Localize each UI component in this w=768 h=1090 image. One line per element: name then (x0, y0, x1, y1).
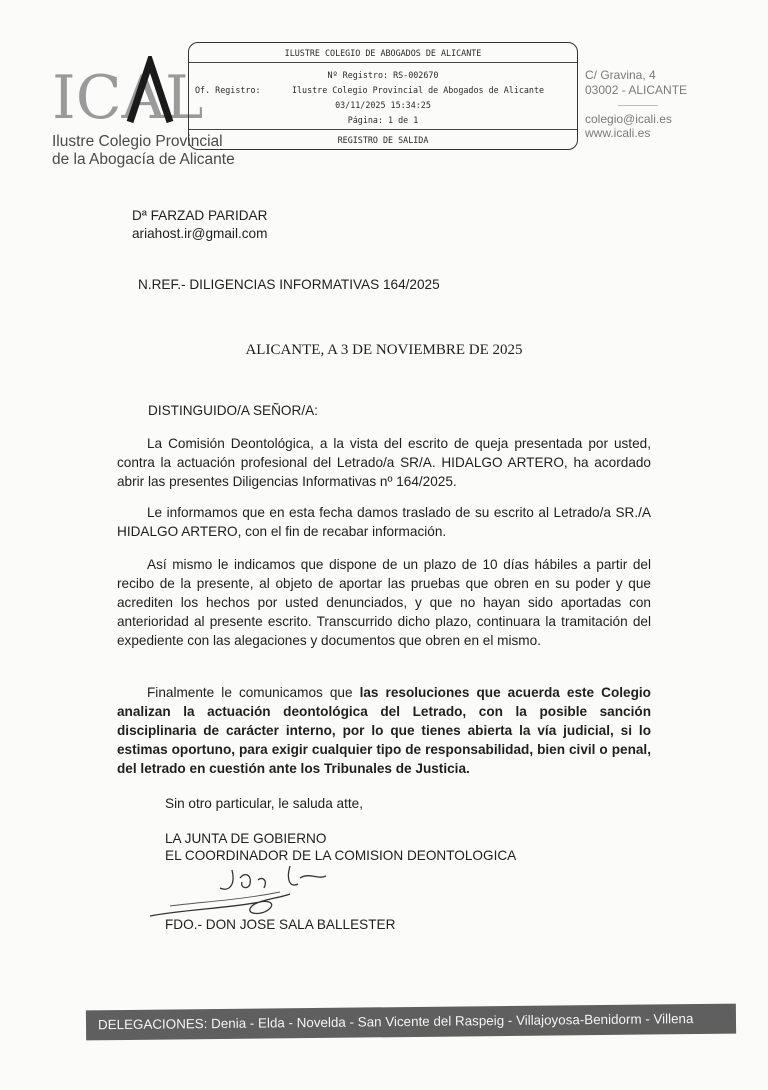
contact-website: www.icali.es (585, 126, 651, 140)
recipient-email: ariahost.ir@gmail.com (132, 226, 268, 241)
paragraph-1: La Comisión Deontológica, a la vista del escrito de queja presentada por usted, contra la actuación profesional del Letrado/a SR/A. HIDALGO ARTERO, ha acordado abrir las presentes Diligencias Informativas nº 164/2025. (117, 436, 651, 489)
logo-text: ICAL (52, 63, 202, 128)
contact-email: colegio@icali.es (585, 112, 672, 126)
stamp-datetime: 03/11/2025 15:34:25 (335, 100, 431, 110)
stamp-office-value: Ilustre Colegio Provincial de Abogados de Alicante (291, 85, 545, 95)
signature-line1: LA JUNTA DE GOBIERNO (165, 831, 327, 846)
paragraph-4-bold: las resoluciones que acuerda este Colegio analizan la actuación deontológica del Letrado, con la posible sanción disciplinaria de carácter interno, por lo que tienes abierta la vía judicial, si lo estimas oportuno, para exigir cualquier tipo de responsabilidad, bien civil o penal, del letrado en cuestión ante los Tribunales de Justicia. (117, 685, 651, 776)
paragraph-2: Le informamos que en esta fecha damos traslado de su escrito al Letrado/a SR./A HIDALGO ARTERO, con el fin de recabar información. (117, 505, 651, 539)
reference-line: N.REF.- DILIGENCIAS INFORMATIVAS 164/2025 (138, 277, 440, 292)
closing-line: Sin otro particular, le saluda atte, (165, 796, 363, 811)
salutation: DISTINGUIDO/A SEÑOR/A: (148, 403, 318, 418)
address-street: C/ Gravina, 4 (585, 68, 656, 82)
stamp-top-rule (189, 62, 577, 63)
signature-fdo: FDO.- DON JOSE SALA BALLESTER (165, 917, 396, 932)
paragraph-4 (117, 683, 651, 778)
recipient-name: Dª FARZAD PARIDAR (132, 208, 268, 223)
stamp-office-label: Of. Registro: (195, 85, 261, 95)
paragraph-4-intro: Finalmente le comunicamos que (147, 685, 360, 700)
org-name-line2: de la Abogacía de Alicante (52, 151, 235, 168)
stamp-registro: Nº Registro: RS-002670 (327, 70, 439, 80)
logo-graphic (52, 56, 202, 128)
stamp-footer: REGISTRO DE SALIDA (337, 135, 429, 145)
address-city: 03002 - ALICANTE (585, 83, 688, 97)
stamp-title: ILUSTRE COLEGIO DE ABOGADOS DE ALICANTE (284, 48, 482, 58)
signature-line2: EL COORDINADOR DE LA COMISION DEONTOLOGICA (165, 848, 517, 863)
registration-stamp (188, 42, 578, 150)
date-line: ALICANTE, A 3 DE NOVIEMBRE DE 2025 (245, 342, 523, 358)
stamp-page: Página: 1 de 1 (347, 115, 419, 125)
footer-delegaciones: DELEGACIONES: Denia - Elda - Novelda - San Vicente del Raspeig - Villajoyosa-Benidorm - Villena (86, 1004, 736, 1041)
paragraph-3: Así mismo le indicamos que dispone de un plazo de 10 días hábiles a partir del recibo de la presente, al objeto de aportar las pruebas que obren en su poder y que acrediten los hechos por usted denunciados, y que no hayan sido aportadas con anterioridad al presente escrito. Transcurrido dicho plazo, continuara la tramitación del expediente con las alegaciones y documentos que obren en el mismo. (117, 557, 651, 648)
address-divider (618, 105, 658, 106)
icali-logo (52, 56, 202, 128)
stamp-bottom-rule (189, 129, 577, 130)
org-name-line1: Ilustre Colegio Provincial (52, 133, 223, 150)
